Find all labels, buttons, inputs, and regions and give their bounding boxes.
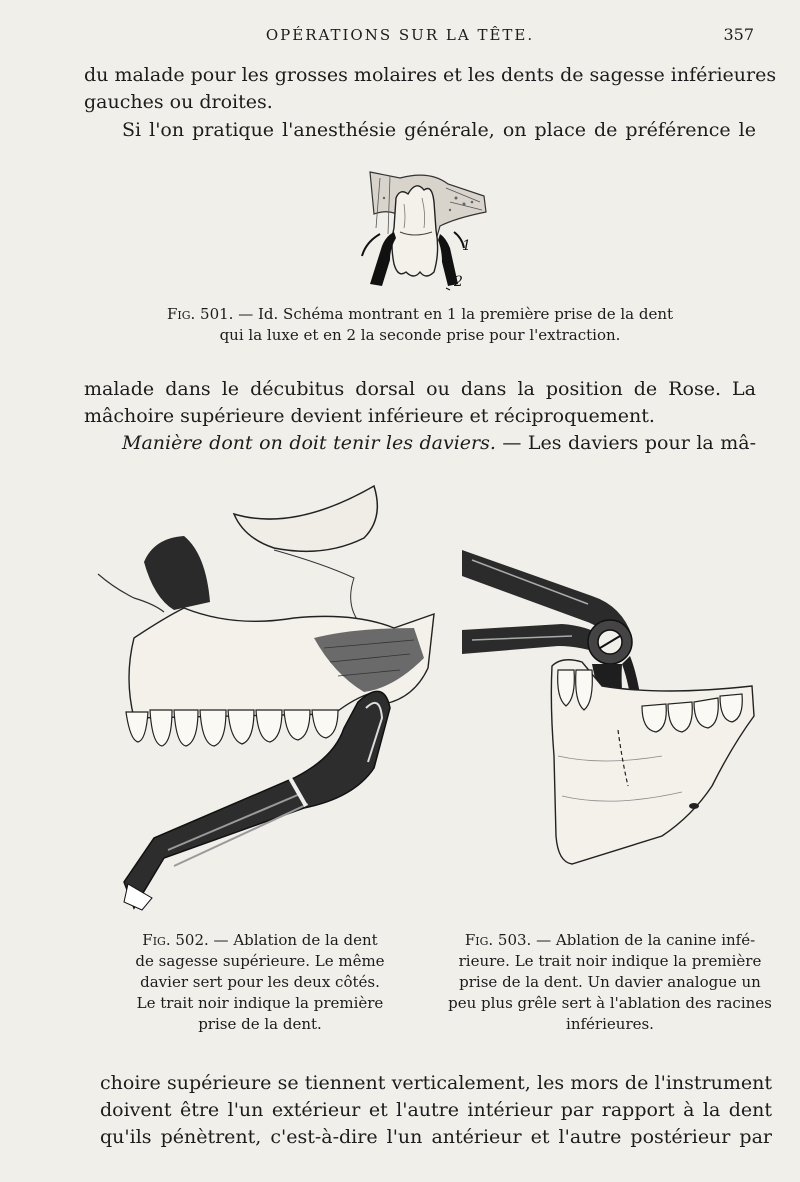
figure-label: Fig. 501. — [166, 305, 234, 323]
figure-502-caption — [120, 930, 400, 1035]
italic-heading: Manière dont on doit tenir les daviers. — [122, 432, 496, 454]
caption-line: prise de la dent. Un davier analogue un — [459, 973, 761, 991]
figure-501-tooth-schema — [360, 168, 490, 292]
text-run: — Les daviers pour la mâ- — [495, 432, 756, 454]
caption-line: de sagesse supérieure. Le même — [135, 952, 385, 970]
running-header — [0, 26, 800, 50]
text-line: choire supérieure se tiennent verticalement, les mors de l'instrument — [100, 1072, 772, 1094]
text-line: gauches ou droites. — [84, 91, 273, 113]
caption-text: — Ablation de la canine infé- — [536, 931, 756, 949]
caption-line: rieure. Le trait noir indique la première — [458, 952, 762, 970]
text-line: doivent être l'un extérieur et l'autre intérieur par rapport à la dent — [100, 1099, 772, 1121]
figure-501-caption — [120, 304, 720, 346]
figure-label: Fig. 503. — [464, 931, 532, 949]
caption-line: inférieures. — [566, 1015, 654, 1033]
caption-line — [440, 930, 780, 951]
text-line — [84, 430, 756, 457]
figure-label-2: 2 — [454, 274, 463, 290]
caption-line: Le trait noir indique la première — [136, 994, 384, 1012]
caption-line: peu plus grêle sert à l'ablation des racines — [448, 994, 772, 1012]
text-line: qu'ils pénètrent, c'est-à-dire l'un antérieur et l'autre postérieur par — [100, 1126, 772, 1148]
text-line: Si l'on pratique l'anesthésie générale, on place de préférence le — [122, 119, 756, 141]
figure-503-caption — [440, 930, 780, 1035]
caption-line: qui la luxe et en 2 la seconde prise pour l'extraction. — [219, 326, 621, 344]
caption-line: davier sert pour les deux côtés. — [140, 973, 380, 991]
caption-line — [120, 930, 400, 951]
paragraph-bottom — [100, 1070, 772, 1151]
caption-text: — Id. Schéma montrant en 1 la première prise de la dent — [238, 305, 674, 323]
caption-line: prise de la dent. — [198, 1015, 322, 1033]
text-line: mâchoire supérieure devient inférieure et réciproquement. — [84, 405, 655, 427]
text-line: malade dans le décubitus dorsal ou dans la position de Rose. La — [84, 378, 756, 400]
figure-502-skull-forceps-illustration — [94, 478, 444, 914]
paragraph-top — [84, 62, 777, 144]
text-line: du malade pour les grosses molaires et les dents de sagesse inférieures — [84, 64, 777, 86]
caption-text: — Ablation de la dent — [213, 931, 378, 949]
figure-label: Fig. 502. — [142, 931, 209, 949]
running-title: OPÉRATIONS SUR LA TÊTE. — [265, 26, 535, 44]
page-number: 357 — [723, 25, 754, 44]
paragraph-middle — [84, 376, 756, 457]
figure-label-1: 1 — [462, 238, 471, 254]
caption-line — [120, 304, 720, 325]
figure-503-mandible-forceps-illustration — [462, 546, 762, 876]
